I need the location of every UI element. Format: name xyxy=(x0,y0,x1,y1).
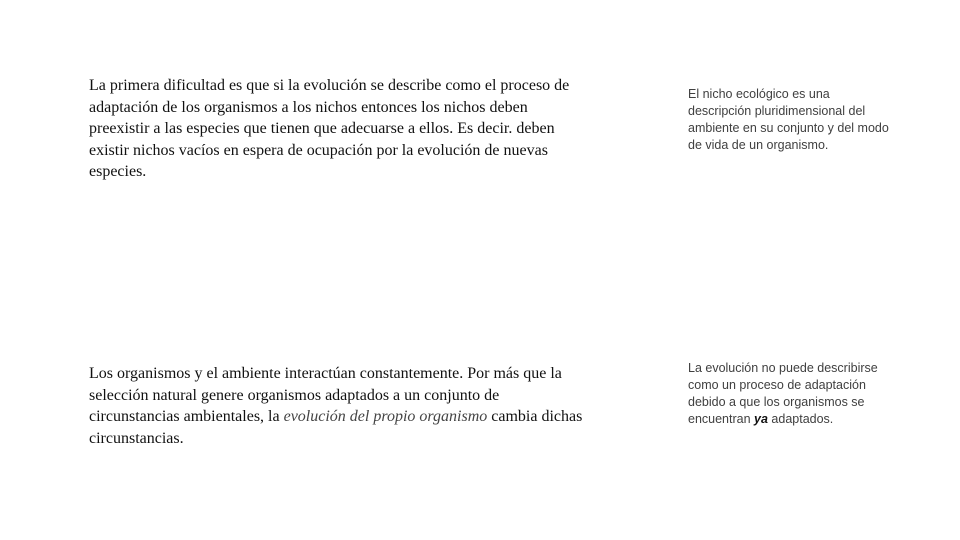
side-note-evolution-adaptation-text-before: La evolución no puede describirse como un proceso de adaptación debido a que los organismos se encuentran xyxy=(688,361,878,426)
side-note-evolution-adaptation-emphasis: ya xyxy=(754,412,768,426)
side-note-evolution-adaptation xyxy=(688,360,893,428)
paragraph-organism-environment-text-before: Los organismos y el ambiente interactúan constantemente. Por más que la selección natural genere organismos adaptados a un conjunto de circunstancias ambientales, la xyxy=(89,365,562,425)
side-note-ecological-niche-text: El nicho ecológico es una descripción pluridimensional del ambiente en su conjunto y del modo de vida de un organismo. xyxy=(688,87,889,152)
paragraph-organism-environment-emphasis: evolución del propio organismo xyxy=(283,408,488,425)
paragraph-niche-difficulty xyxy=(89,75,584,183)
side-note-ecological-niche xyxy=(688,86,893,154)
side-note-evolution-adaptation-text-after: adaptados. xyxy=(767,412,834,426)
paragraph-organism-environment xyxy=(89,363,584,449)
paragraph-organism-environment-text-after: cambia dichas circunstancias. xyxy=(89,408,583,447)
paragraph-niche-difficulty-text: La primera dificultad es que si la evolución se describe como el proceso de adaptación de los organismos a los nichos entonces los nichos deben preexistir a las especies que tienen que adecuarse a ellos. Es decir. deben existir nichos vacíos en espera de ocupación por la evolución de nuevas especies. xyxy=(89,77,570,180)
